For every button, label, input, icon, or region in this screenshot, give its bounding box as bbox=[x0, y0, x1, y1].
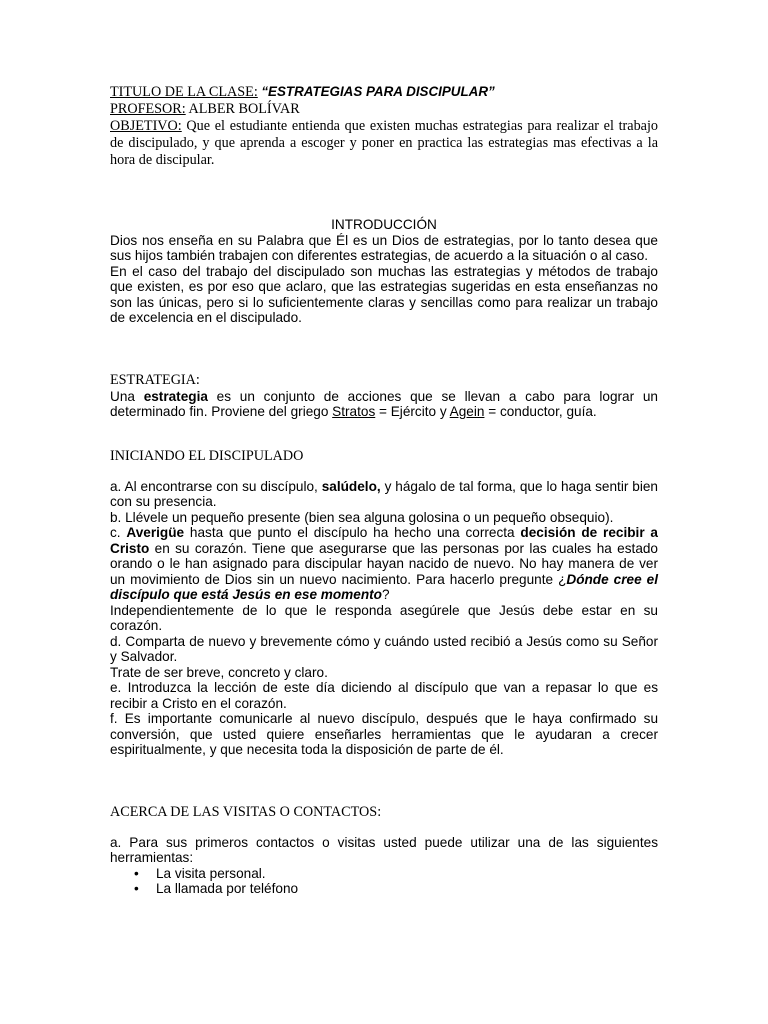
objective-text: Que el estudiante entienda que existen muchas estrategias para realizar el trabajo de discipulado, y que aprenda a escoger y poner en practica las estrategias mas efectivas a la hora de discipular. bbox=[110, 118, 658, 168]
item-d: d. Comparta de nuevo y brevemente cómo y cuándo usted recibió a Jesús como su Señor y Salvador. bbox=[110, 633, 658, 664]
objective-label: OBJETIVO: bbox=[110, 118, 182, 134]
strategy-term: estrategia bbox=[143, 388, 208, 404]
item-e: e. Introduzca la lección de este día diciendo al discípulo que van a repasar lo que es recibir a Cristo en el corazón. bbox=[110, 680, 658, 711]
professor-label: PROFESOR: bbox=[110, 101, 186, 117]
professor-value: ALBER BOLÍVAR bbox=[185, 101, 300, 117]
class-title-label: TITULO DE LA CLASE: bbox=[110, 84, 258, 100]
item-c bbox=[110, 525, 658, 603]
item-c-question: Dónde cree el discípulo que está Jesús en ese momento bbox=[110, 571, 658, 602]
professor-line bbox=[110, 101, 658, 118]
list-item-text: La llamada por teléfono bbox=[156, 881, 299, 896]
list-item bbox=[134, 881, 658, 897]
strategy-heading: ESTRATEGIA: bbox=[110, 371, 200, 388]
list-item-text: La visita personal. bbox=[156, 865, 266, 881]
strategy-text-3: = Ejército y bbox=[375, 404, 450, 419]
item-c-text-1: c. bbox=[110, 525, 127, 540]
item-c-question-close: ? bbox=[381, 587, 390, 602]
item-c-text-2: hasta que punto el discípulo ha hecho una correcta bbox=[184, 525, 521, 540]
strategy-text-4: = conductor, guía. bbox=[484, 404, 597, 419]
item-c-question-open: ¿ bbox=[558, 571, 567, 587]
item-c-bold-1: Averigüe bbox=[126, 525, 185, 540]
class-title-value: “ESTRATEGIAS PARA DISCIPULAR” bbox=[261, 84, 495, 99]
list-item bbox=[134, 866, 658, 882]
strategy-text-1: Una bbox=[110, 388, 144, 404]
visits-section bbox=[110, 804, 658, 897]
starting-discipleship-heading: INICIANDO EL DISCIPULADO bbox=[110, 447, 304, 464]
item-a-text-2: y hágalo de tal forma, que lo haga sentir bien con su presencia. bbox=[110, 478, 658, 509]
strategy-text-2: es un conjunto de acciones que se llevan a cabo para lograr un determinado fin. Proviene del griego bbox=[110, 388, 658, 419]
item-a-bold: salúdelo, bbox=[321, 478, 381, 494]
stratos-word: Stratos bbox=[332, 404, 376, 419]
starting-discipleship-body bbox=[110, 479, 658, 758]
visits-heading: ACERCA DE LAS VISITAS O CONTACTOS: bbox=[110, 803, 382, 820]
strategy-definition bbox=[110, 389, 658, 420]
item-a bbox=[110, 479, 658, 510]
introduction-paragraph-1: Dios nos enseña en su Palabra que Él es un Dios de estrategias, por lo tanto desea que sus hijos también trabajen con diferentes estrategias, de acuerdo a la situación o al caso. bbox=[110, 232, 658, 263]
bullet-icon: • bbox=[134, 881, 139, 896]
item-f: f. Es importante comunicarle al nuevo discípulo, después que le haya confirmado su conversión, que usted quiere enseñarles herramientas que le ayudaran a crecer espiritualmente, y que necesita toda la disposición de parte de él. bbox=[110, 711, 658, 757]
introduction-section bbox=[110, 217, 658, 326]
document-page bbox=[110, 84, 658, 897]
bullet-icon: • bbox=[134, 865, 139, 881]
strategy-section bbox=[110, 372, 658, 420]
item-c-text-3: en su corazón. Tiene que asegurarse que las personas por las cuales ha estado orando o le han asignado para discipular hayan nacido de nuevo. No hay manera de ver un movimiento de Dios sin un nuevo nacimiento. Para hacerlo pregunte bbox=[110, 540, 658, 587]
introduction-heading: INTRODUCCIÓN bbox=[331, 217, 437, 232]
visits-tool-list bbox=[110, 866, 658, 897]
item-a-text-1: a. Al encontrarse con su discípulo, bbox=[110, 478, 322, 494]
introduction-paragraph-2: En el caso del trabajo del discipulado son muchas las estrategias y métodos de trabajo que existen, es por eso que aclaro, que las estrategias sugeridas en esta enseñanzas no son las únicas, pero si lo suficientemente claras y sencillas como para realizar un trabajo de excelencia en el discipulado. bbox=[110, 263, 658, 325]
agein-word: Agein bbox=[449, 404, 485, 419]
visits-item-a: a. Para sus primeros contactos o visitas usted puede utilizar una de las siguientes herramientas: bbox=[110, 834, 658, 865]
header-block bbox=[110, 84, 658, 169]
item-c-bold-2: decisión de recibir a Cristo bbox=[110, 525, 658, 556]
class-title-line bbox=[110, 84, 658, 101]
item-b: b. Llévele un pequeño presente (bien sea alguna golosina o un pequeño obsequio). bbox=[110, 509, 614, 525]
objective-paragraph bbox=[110, 118, 658, 169]
visits-body bbox=[110, 835, 658, 897]
item-d-note: Trate de ser breve, concreto y claro. bbox=[110, 664, 328, 680]
starting-discipleship-section bbox=[110, 448, 658, 758]
item-c-followup: Independientemente de lo que le responda asegúrele que Jesús debe estar en su corazón. bbox=[110, 602, 658, 633]
